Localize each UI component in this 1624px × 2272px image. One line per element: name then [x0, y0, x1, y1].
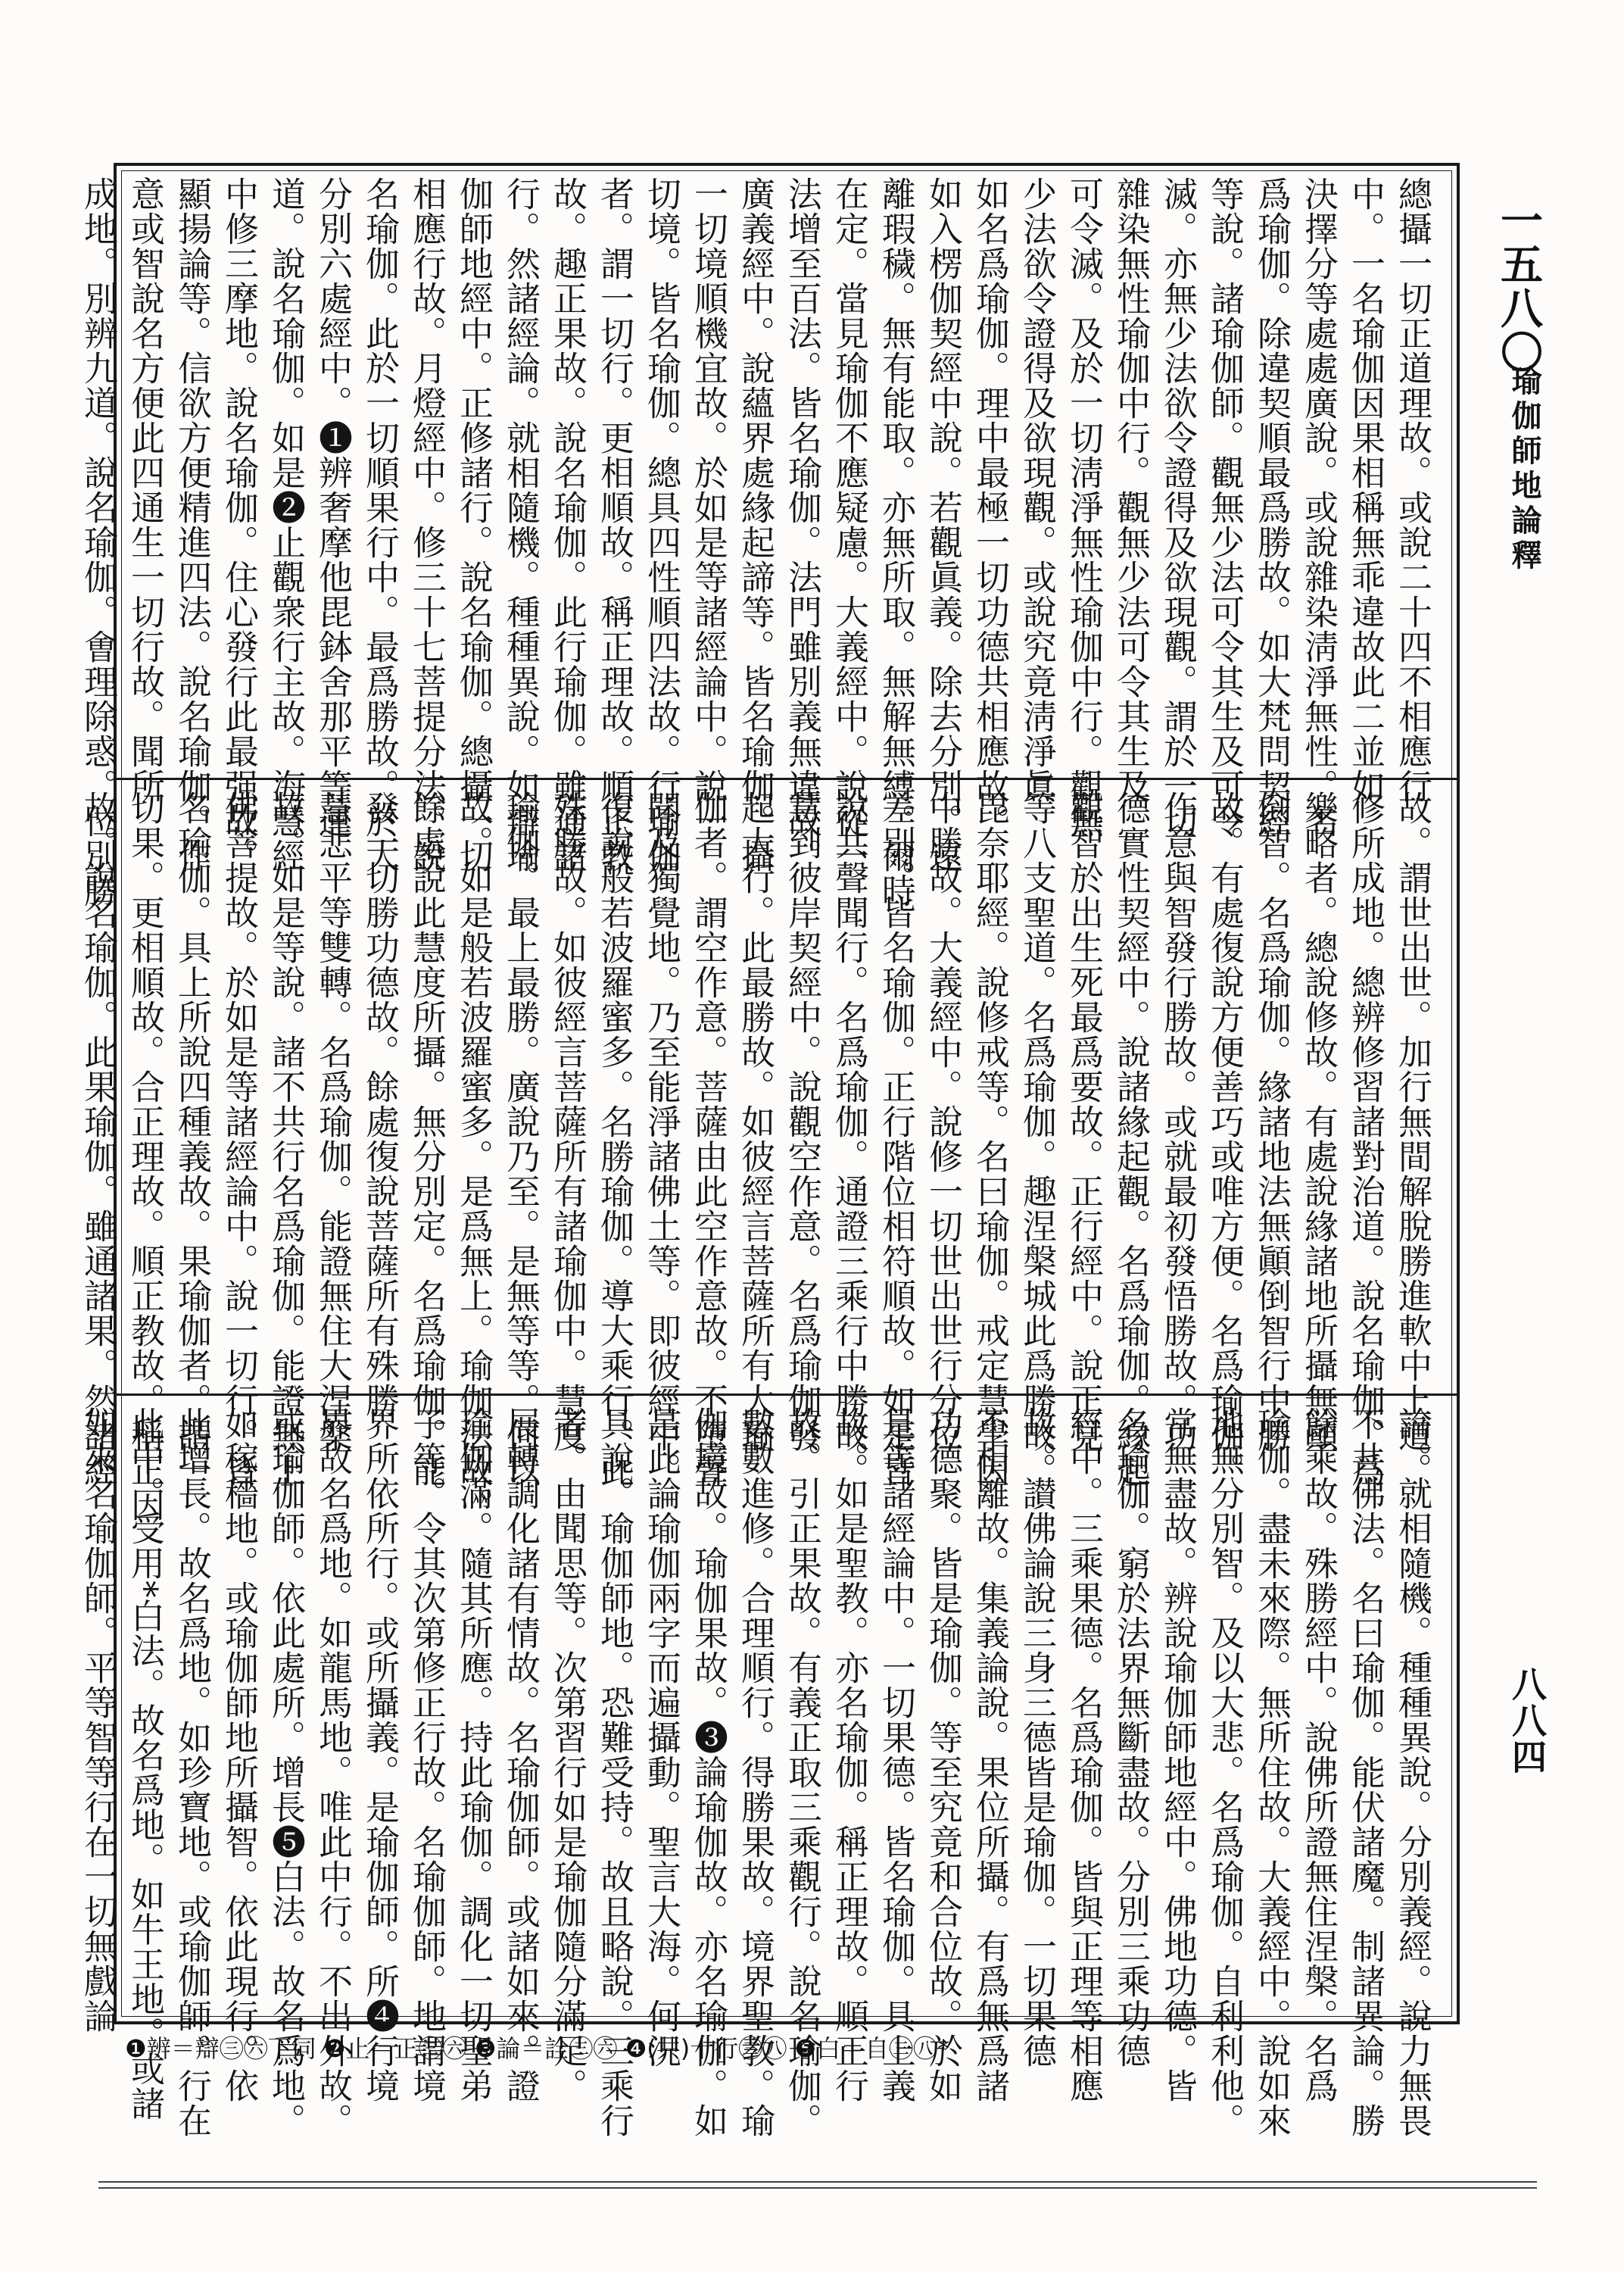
text-column: 子等。令其次第修正行故。名瑜伽師。地謂境: [407, 1406, 447, 2103]
text-column: 發一切勝功德故。餘處復說菩薩所有殊勝: [360, 791, 400, 1418]
text-column: 相應行故。月燈經中。修三十七菩提分法。說: [407, 176, 447, 873]
text-column: 故。謂世出世。加行無間解脫勝進軟中上道。: [1392, 791, 1432, 1487]
text-column: 佛菩提故。於如是等諸經論中。說一切行。皆: [219, 791, 259, 1487]
bottom-rule: [98, 2181, 1537, 2183]
text-column: 廣義經中。說蘊界處緣起諦等。皆名瑜伽。攝: [735, 176, 775, 873]
text-column: 復說般若波羅蜜多。名勝瑜伽。導大乘行。此: [594, 791, 634, 1487]
text-column: 此中。受用*白法。故名爲地。如牛王地。或諸: [125, 1406, 165, 2121]
text-column: 故。有處復說方便善巧或唯方便。名爲瑜伽。: [1205, 791, 1245, 1487]
text-column: 如稼穡地。或瑜伽師地所攝智。依此現行。依: [219, 1406, 259, 2103]
text-column: 觀智於出生死最爲要故。正行經中。說正見: [1064, 791, 1104, 1453]
text-column: 故。如是般若波羅蜜多。是爲無上。瑜伽法故。: [454, 791, 494, 1522]
text-column: 修所成地。總辨修習諸對治道。說名瑜伽。爲: [1345, 791, 1386, 1487]
text-column: 此增長。故名爲地。如珍寶地。或瑜伽師。行在: [172, 1406, 212, 2138]
text-column: 離瑕穢。無有能取。亦無所取。無解無縛。爾時: [876, 176, 916, 908]
book-title: 瑜伽師地論釋: [1507, 365, 1542, 574]
text-column: 總攝一切正道理故。或說二十四不相應行: [1392, 176, 1432, 804]
text-column: 差別。皆名瑜伽。正行階位相符順故。如是皆: [876, 791, 916, 1487]
text-column: 餘處說此慧度所攝。無分別定。名爲瑜伽。能: [407, 791, 447, 1487]
text-column: 少法欲令證得及欲現觀。或說究竟淸淨眞: [1017, 176, 1057, 804]
text-column: 常無盡故。辨說瑜伽師地經中。佛地功德。皆: [1158, 1406, 1198, 2103]
text-column: 不共佛法。名曰瑜伽。能伏諸魔。制諸異論。勝: [1345, 1406, 1386, 2138]
text-column: 滅。亦無少法欲令證得及欲現觀。謂於一切: [1158, 176, 1198, 838]
text-column: 說共聲聞行。名爲瑜伽。通證三乘行中勝故。: [829, 791, 869, 1487]
text-column: 等八支聖道。名爲瑜伽。趣涅槃城此爲勝故。: [1017, 791, 1057, 1487]
text-column: 起大行。此最勝故。如彼經言菩薩所有大瑜: [735, 791, 775, 1453]
footnotes: ❶辨＝辯㊂㊅下同 ❷止＝正㊂㊅ ❸論＝詮㊂㊅ ❹(共)十行㊂㊇ ❺白＝自㊂㊇*: [125, 2034, 950, 2063]
text-column: 名瑜伽。窮於法界無斷盡故。分別三乘功德: [1111, 1406, 1151, 2068]
text-column: 雜染無性瑜伽中行。觀無少法可令其生及: [1111, 176, 1151, 804]
text-column: 伽者。謂空作意。菩薩由此空作意故。不墮聲: [688, 791, 728, 1487]
text-column: 具說。瑜伽師地。恐難受持。故且略說。三乘行: [594, 1406, 634, 2138]
text-column: 論。就相隨機。種種異說。分別義經。說力無畏: [1392, 1406, 1432, 2138]
text-column: 如名爲瑜伽。理中最極一切功德共相應故。: [970, 176, 1010, 838]
text-column: 餘乘故。殊勝經中。說佛所證無住涅槃。名爲: [1298, 1406, 1339, 2103]
text-column: 德實性契經中。說諸緣起觀。名爲瑜伽。緣起: [1111, 791, 1151, 1487]
text-column: 中。一名瑜伽因果相稱無乖違故此二並如: [1345, 176, 1386, 804]
page-number: 一五八〇: [1494, 198, 1544, 374]
text-column: 道。說名瑜伽。如是❷止觀衆行主故。海慧經: [266, 176, 306, 873]
text-column: 在定。當見瑜伽不應疑慮。大義經中。說從一: [829, 176, 869, 873]
text-column: 慧到彼岸契經中。說觀空作意。名爲瑜伽發: [782, 791, 822, 1453]
text-column: 故。如是等說。諸不共行名爲瑜伽。能證無上: [266, 791, 306, 1487]
bottom-rule: [98, 2187, 1537, 2189]
text-column: 等說。諸瑜伽師。觀無少法可令其生及可令: [1205, 176, 1245, 838]
text-column: 殊勝故。如彼經言菩薩所有諸瑜伽中。慧度: [547, 791, 588, 1453]
text-column: 切果。更相順故。合正理故。順正教故。稱正因: [125, 791, 165, 1522]
text-column: 名瑜伽。具上所說四種義故。果瑜伽者。謂一: [172, 791, 212, 1487]
text-column: 如來名瑜伽師。平等智等行在一切無戲論: [78, 1406, 118, 2033]
text-column: 或瑜伽師。依此處所。增長❺白法。故名爲地。: [266, 1406, 306, 2138]
text-column: 故。如是聖教。亦名瑜伽。稱正理故。順正行: [829, 1406, 869, 2103]
text-column: 是等諸經論中。一切果德。皆名瑜伽。具上義: [876, 1406, 916, 2103]
text-column: 爲瑜伽。除違契順最爲勝故。如大梵問契經: [1252, 176, 1292, 838]
text-column: 切境。皆名瑜伽。總具四性順四法故。行瑜伽: [641, 176, 681, 873]
text-column: 功德聚。皆是瑜伽。等至究竟和合位故。於如: [923, 1406, 963, 2103]
text-column: 故。讃佛論說三身三德皆是瑜伽。一切果德: [1017, 1406, 1057, 2068]
text-column: 一切境順機宜故。於如是等諸經論中。說一: [688, 176, 728, 838]
text-column: 法增至百法。皆名瑜伽。法門雖別義無違故。: [782, 176, 822, 873]
volume-page-number: 八八四: [1507, 1666, 1548, 1775]
text-column: 行。然諸經論。就相隨機。種種異說。如辯瑜: [500, 176, 541, 873]
text-column: 中勝故。大義經中。說修一切世出世行分位: [923, 791, 963, 1453]
text-column: 分別六處經中。❶辨奢摩他毘鉢舍那平等運: [313, 176, 353, 838]
text-column: 作意與智發行勝故。或就最初發悟勝故。功: [1158, 791, 1198, 1453]
text-column: 是此論瑜伽兩字而遍攝動。聖言大海。何況: [641, 1406, 681, 2068]
text-column: 伽師地經中。正修諸行。說名瑜伽。總攝一切: [454, 176, 494, 873]
text-column: 瑜伽。最上最勝。廣說乃至。是無等等。何以: [500, 791, 541, 1487]
text-column: 樂略者。總說修故。有處說緣諸地所攝無顚: [1298, 791, 1339, 1453]
text-column: 展轉調化諸有情故。名瑜伽師。或諸如來。證: [500, 1406, 541, 2103]
text-column: 不相離故。集義論說。果位所攝。有爲無爲諸: [970, 1406, 1010, 2103]
text-column: 界所依所行。或所攝義。是瑜伽師。所❹行境: [360, 1406, 400, 2103]
text-column: 伽境故。瑜伽果故。❸論瑜伽故。亦名瑜伽。如: [688, 1406, 728, 2138]
text-column: 故。說名瑜伽。此果瑜伽。雖通諸果。然諸經: [78, 791, 118, 1487]
text-register-middle: [78, 778, 1457, 1522]
text-column: 決擇分等處處廣說。或說雜染淸淨無性。名: [1298, 176, 1339, 838]
text-register-top: [78, 166, 1457, 908]
text-column: 毘奈耶經。說修戒等。名曰瑜伽。戒定慧學因: [970, 791, 1010, 1487]
text-column: 如入楞伽契經中說。若觀眞義。除去分別。遠: [923, 176, 963, 873]
text-column: 聞及獨覺地。乃至能淨諸佛土等。即彼經中。: [641, 791, 681, 1487]
text-column: 中修三摩地。說名瑜伽。住心發行此最强故。: [219, 176, 259, 873]
text-column: 故。趣正果故。說名瑜伽。此行瑜伽。雖通諸: [547, 176, 588, 873]
text-column: 慧悲平等雙轉。名爲瑜伽。能證無住大涅槃: [313, 791, 353, 1453]
text-column: 者。謂一切行。更相順故。稱正理故。順正教: [594, 176, 634, 873]
text-column: 者。由聞思等。次第習行如是瑜伽隨分滿足。: [547, 1406, 588, 2103]
text-column: 可令滅。及於一切淸淨無性瑜伽中行。觀無: [1064, 176, 1104, 838]
text-column: 瑜伽滿。隨其所應。持此瑜伽。調化一切聖弟: [454, 1406, 494, 2103]
text-column: 故。引正果故。有義正取三乘觀行。說名瑜伽。: [782, 1406, 822, 2138]
text-column: 意或智說名方便此四通生一切行故。聞所: [125, 176, 165, 804]
text-column: 界故名爲地。如龍馬地。唯此中行。不出外故。: [313, 1406, 353, 2138]
text-column: 顯揚論等。信欲方便精進四法。說名瑜伽。作: [172, 176, 212, 873]
text-column: 經中。三乘果德。名爲瑜伽。皆與正理等相應: [1064, 1406, 1104, 2103]
text-column: 名瑜伽。此於一切順果行中。最爲勝故。於大: [360, 176, 400, 873]
text-column: 數數進修。合理順行。得勝果故。境界聖教。瑜: [735, 1406, 775, 2138]
text-column: 倒智。名爲瑜伽。緣諸地法無顚倒智行中勝: [1252, 791, 1292, 1453]
text-column: 瑜伽。盡未來際。無所住故。大義經中。說如來: [1252, 1406, 1292, 2138]
text-column: 地無分別智。及以大悲。名爲瑜伽。自利利他。: [1205, 1406, 1245, 2138]
text-column: 成地。別辨九道。說名瑜伽。㑹理除惑。位別勝: [78, 176, 118, 908]
